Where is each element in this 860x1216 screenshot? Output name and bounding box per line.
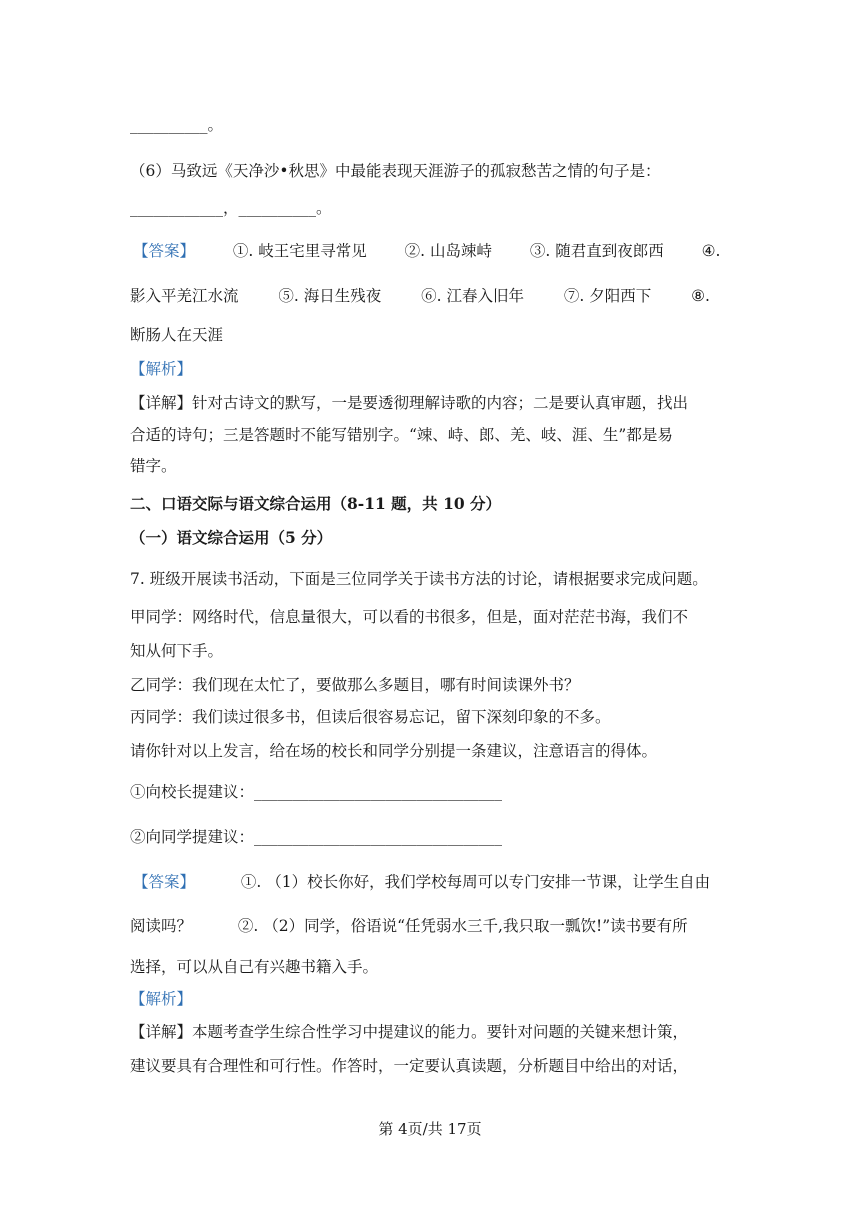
page-footer: 第 4页/共 17页 bbox=[378, 1120, 482, 1138]
answer2-row1 bbox=[133, 871, 710, 893]
answer-item: ⑤. 海日生残夜 bbox=[278, 287, 382, 305]
answer-item: 影入平羌江水流 bbox=[130, 287, 239, 305]
analysis1-line: 【详解】针对古诗文的默写，一是要透彻理解诗歌的内容；二是要认真审题，找出 bbox=[130, 394, 689, 412]
analysis-tag: 【解析】 bbox=[130, 990, 193, 1008]
answer2-row3: 选择，可以从自己有兴趣书籍入手。 bbox=[130, 958, 379, 976]
section-subtitle: （一）语文综合运用（5 分） bbox=[130, 528, 333, 547]
q7-line: 请你针对以上发言，给在场的校长和同学分别提一条建议，注意语言的得体。 bbox=[130, 742, 658, 760]
q7-stem: 7. 班级开展读书活动，下面是三位同学关于读书方法的讨论，请根据要求完成问题。 bbox=[130, 570, 708, 588]
analysis2-line: 【详解】本题考查学生综合性学习中提建议的能力。要针对问题的关键来想计策， bbox=[130, 1023, 689, 1041]
answer1-row2 bbox=[130, 285, 710, 307]
answer-item: ⑥. 江春入旧年 bbox=[421, 287, 524, 305]
answer-tag: 【答案】 bbox=[133, 873, 196, 891]
q7-blank-principal: ①向校长提建议：________________________________ bbox=[130, 783, 503, 801]
section-title: 二、口语交际与语文综合运用（8-11 题，共 10 分） bbox=[130, 494, 502, 513]
answer-item: ①. 岐王宅里寻常见 bbox=[232, 242, 367, 260]
q6-blanks: ____________，__________。 bbox=[130, 199, 332, 217]
analysis-tag: 【解析】 bbox=[130, 360, 193, 378]
answer-text: ①. （1）校长你好，我们学校每周可以专门安排一节课，让学生自由 bbox=[240, 873, 711, 891]
answer-text: ②. （2）同学，俗语说“任凭弱水三千,我只取一瓢饮!”读书要有所 bbox=[237, 917, 688, 935]
answer-tag: 【答案】 bbox=[133, 242, 196, 260]
answer-item: ⑧. bbox=[691, 287, 710, 305]
q7-line: 甲同学：网络时代，信息量很大，可以看的书很多，但是，面对茫茫书海，我们不 bbox=[130, 608, 689, 626]
answer-item: ②. 山岛竦峙 bbox=[404, 242, 492, 260]
q7-line: 知从何下手。 bbox=[130, 642, 224, 660]
answer2-row2 bbox=[130, 915, 688, 937]
answer1-row3: 断肠人在天涯 bbox=[130, 326, 224, 344]
answer-item: ⑦. 夕阳西下 bbox=[563, 287, 652, 305]
q6-stem: （6）马致远《天净沙•秋思》中最能表现天涯游子的孤寂愁苦之情的句子是： bbox=[130, 162, 661, 180]
answer-item: ③. 随君直到夜郎西 bbox=[529, 242, 664, 260]
answer-text: 阅读吗？ bbox=[130, 917, 193, 935]
q7-blank-classmate: ②向同学提建议：________________________________ bbox=[130, 828, 503, 846]
analysis1-line: 合适的诗句；三是答题时不能写错别字。“竦、峙、郎、羌、岐、涯、生”都是易 bbox=[130, 426, 673, 444]
answer1-row1 bbox=[133, 240, 720, 262]
answer-item: ④. bbox=[701, 242, 721, 260]
q5-answer-blank: __________。 bbox=[130, 116, 224, 134]
analysis2-line: 建议要具有合理性和可行性。作答时，一定要认真读题，分析题目中给出的对话， bbox=[130, 1057, 689, 1075]
q7-line: 丙同学：我们读过很多书，但读后很容易忘记，留下深刻印象的不多。 bbox=[130, 708, 611, 726]
analysis1-line: 错字。 bbox=[130, 457, 177, 475]
q7-line: 乙同学：我们现在太忙了，要做那么多题目，哪有时间读课外书？ bbox=[130, 676, 580, 694]
